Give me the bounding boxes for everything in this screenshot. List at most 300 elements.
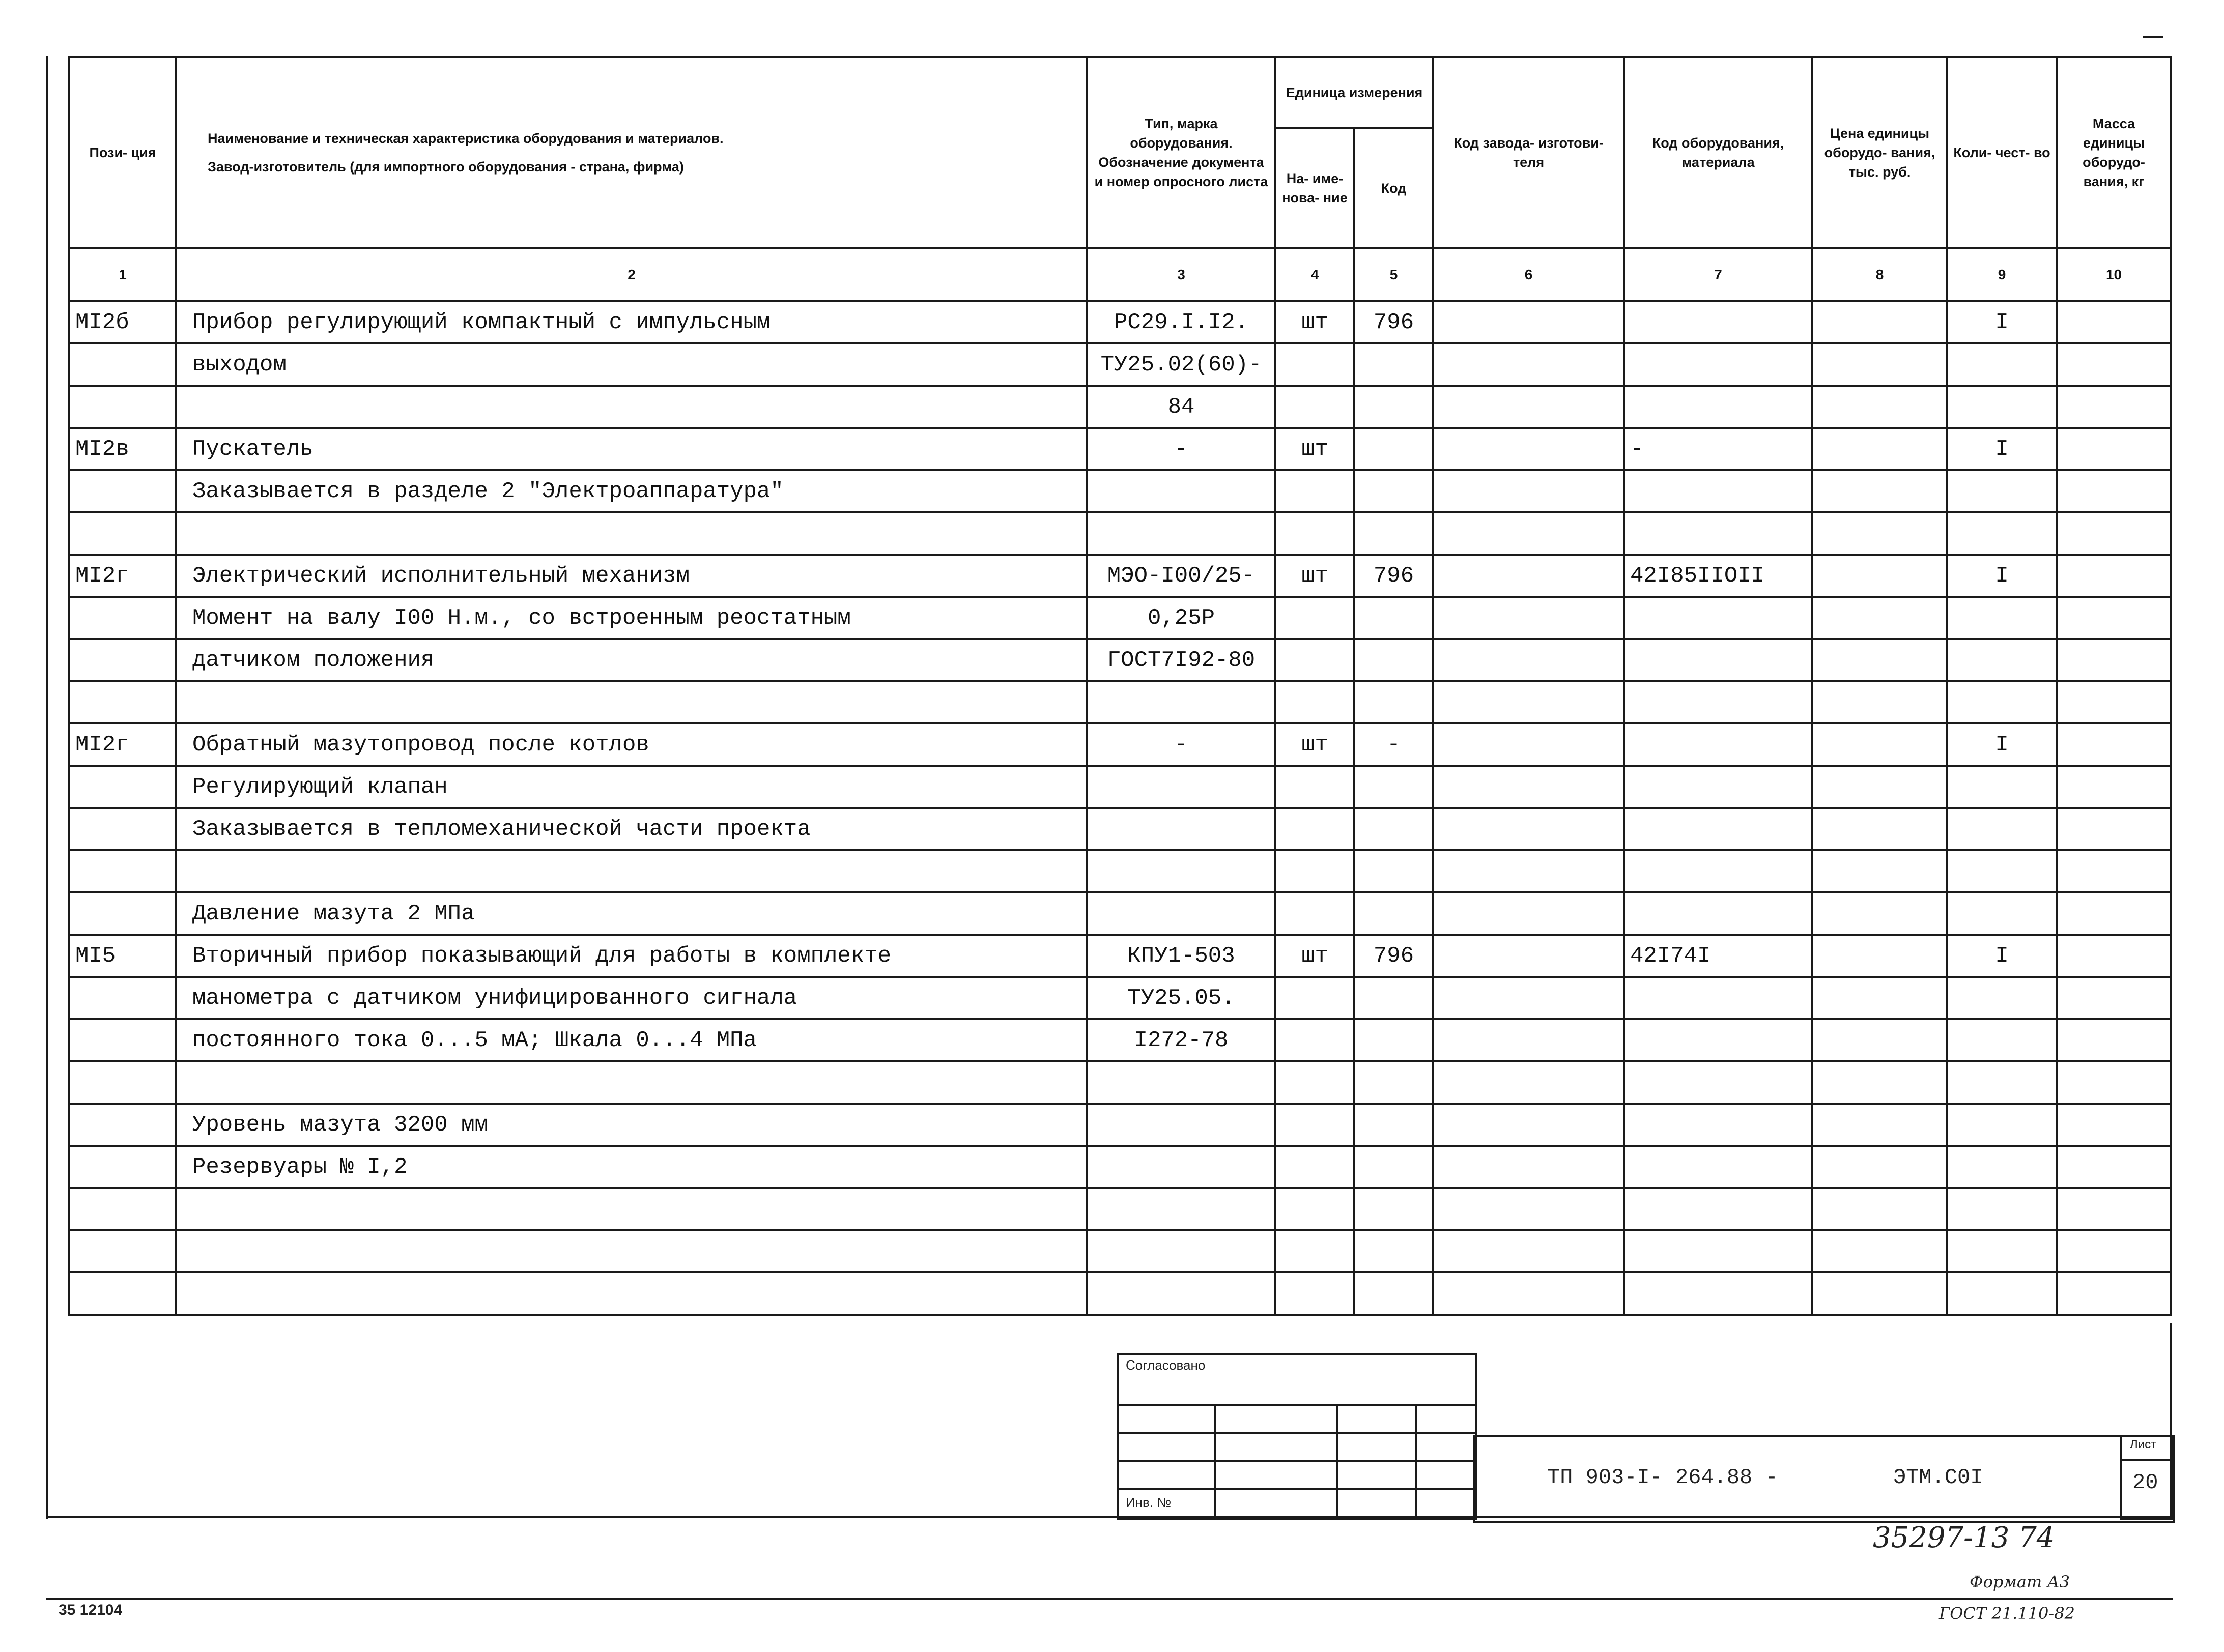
name-cell: Электрический исполнительный механизм [176,555,1087,597]
column-number: 1 [69,248,176,301]
corner-mark [2143,36,2163,38]
item-code-cell [1624,1019,1812,1061]
factory-code-cell [1433,681,1624,723]
unit-code-cell [1354,470,1433,512]
name-cell: Момент на валу I00 Н.м., со встроенным реостатным [176,597,1087,639]
position-cell: МI2в [69,428,176,470]
position-cell [69,1230,176,1272]
name-cell: датчиком положения [176,639,1087,681]
unit-code-cell [1354,343,1433,386]
name-cell [176,850,1087,892]
document-code: ТП 903-I- 264.88 - [1547,1465,1778,1490]
unit-code-cell [1354,1019,1433,1061]
quantity-cell [1947,512,2057,555]
position-cell [69,512,176,555]
type-cell: - [1087,723,1275,766]
album-number: 35297-13 74 [1873,1521,2055,1554]
price-cell [1812,428,1947,470]
factory-code-cell [1433,343,1624,386]
unit-code-cell: - [1354,723,1433,766]
type-cell [1087,766,1275,808]
table-row [69,892,2171,935]
name-cell [176,681,1087,723]
unit-code-cell [1354,1188,1433,1230]
type-cell [1087,892,1275,935]
type-cell: 84 [1087,386,1275,428]
stamp-line [1415,1404,1417,1516]
item-code-cell [1624,639,1812,681]
unit-code-cell [1354,386,1433,428]
quantity-cell: I [1947,555,2057,597]
unit-cell [1275,470,1354,512]
unit-cell [1275,1272,1354,1315]
stamp-inv-label: Инв. № [1126,1495,1172,1510]
item-code-cell [1624,766,1812,808]
item-code-cell [1624,386,1812,428]
name-cell: Давление мазута 2 МПа [176,892,1087,935]
name-cell [176,1061,1087,1104]
unit-code-cell [1354,639,1433,681]
factory-code-cell [1433,555,1624,597]
header-name-line2: Завод-изготовитель (для импортного оборудования - страна, фирма) [208,159,684,175]
item-code-cell [1624,1272,1812,1315]
unit-code-cell [1354,681,1433,723]
unit-cell [1275,343,1354,386]
header-position: Пози- ция [69,57,176,248]
header-unit-name: На- име- нова- ние [1275,128,1354,248]
unit-code-cell [1354,1230,1433,1272]
type-cell [1087,850,1275,892]
unit-code-cell [1354,597,1433,639]
mass-cell [2057,512,2171,555]
item-code-cell: 42I74I [1624,935,1812,977]
position-cell [69,1146,176,1188]
stamp-line [1117,1488,1475,1490]
quantity-cell [1947,343,2057,386]
name-cell: Регулирующий клапан [176,766,1087,808]
table-row [69,1019,2171,1061]
unit-cell [1275,1188,1354,1230]
quantity-cell [1947,470,2057,512]
name-cell [176,1188,1087,1230]
name-cell [176,1230,1087,1272]
table-row [69,597,2171,639]
price-cell [1812,639,1947,681]
price-cell [1812,1061,1947,1104]
stamp-approved-label: Согласовано [1126,1357,1206,1373]
item-code-cell [1624,470,1812,512]
unit-cell [1275,808,1354,850]
mass-cell [2057,639,2171,681]
footer-left-code: 35 12104 [59,1602,123,1618]
unit-cell: шт [1275,935,1354,977]
factory-code-cell [1433,723,1624,766]
quantity-cell [1947,1104,2057,1146]
unit-cell [1275,1061,1354,1104]
price-cell [1812,1188,1947,1230]
table-row [69,681,2171,723]
item-code-cell [1624,301,1812,343]
quantity-cell: I [1947,301,2057,343]
mass-cell [2057,723,2171,766]
header-name [176,57,1087,248]
position-cell [69,1019,176,1061]
table-row [69,386,2171,428]
quantity-cell [1947,639,2057,681]
header-item-code: Код оборудования, материала [1624,57,1812,248]
factory-code-cell [1433,977,1624,1019]
position-cell [69,639,176,681]
stamp-line [1117,1432,1475,1434]
mass-cell [2057,850,2171,892]
position-cell [69,1188,176,1230]
mass-cell [2057,1104,2171,1146]
name-cell: Обратный мазутопровод после котлов [176,723,1087,766]
price-cell [1812,808,1947,850]
item-code-cell [1624,723,1812,766]
position-cell: МI2г [69,555,176,597]
table-row [69,343,2171,386]
price-cell [1812,935,1947,977]
unit-cell [1275,1019,1354,1061]
price-cell [1812,681,1947,723]
stamp-line [1117,1460,1475,1462]
header-type: Тип, марка оборудования. Обозначение документа и номер опросного листа [1087,57,1275,248]
header-factory-code: Код завода- изготови- теля [1433,57,1624,248]
name-cell [176,1272,1087,1315]
stamp-line [1336,1404,1338,1516]
quantity-cell [1947,1272,2057,1315]
position-cell [69,766,176,808]
name-cell: Прибор регулирующий компактный с импульсным [176,301,1087,343]
unit-cell [1275,892,1354,935]
mass-cell [2057,1272,2171,1315]
type-cell [1087,1104,1275,1146]
factory-code-cell [1433,428,1624,470]
stamp-line [1117,1404,1475,1406]
type-cell: I272-78 [1087,1019,1275,1061]
type-cell: КПУ1-503 [1087,935,1275,977]
mass-cell [2057,343,2171,386]
unit-cell [1275,512,1354,555]
unit-code-cell [1354,512,1433,555]
mass-cell [2057,681,2171,723]
position-cell [69,343,176,386]
factory-code-cell [1433,935,1624,977]
mass-cell [2057,1188,2171,1230]
factory-code-cell [1433,639,1624,681]
mass-cell [2057,977,2171,1019]
type-cell: ГОСТ7I92-80 [1087,639,1275,681]
price-cell [1812,1104,1947,1146]
header-unit-code: Код [1354,128,1433,248]
name-cell: Резервуары № I,2 [176,1146,1087,1188]
table-row [69,1104,2171,1146]
price-cell [1812,470,1947,512]
position-cell [69,892,176,935]
table-row [69,1061,2171,1104]
factory-code-cell [1433,1230,1624,1272]
unit-cell: шт [1275,301,1354,343]
header-mass: Масса единицы оборудо- вания, кг [2057,57,2171,248]
factory-code-cell [1433,597,1624,639]
item-code-cell [1624,343,1812,386]
factory-code-cell [1433,1146,1624,1188]
price-cell [1812,1230,1947,1272]
item-code-cell [1624,1188,1812,1230]
name-cell: Пускатель [176,428,1087,470]
table-row [69,470,2171,512]
type-cell: ТУ25.02(60)- [1087,343,1275,386]
column-number: 7 [1624,248,1812,301]
position-cell: МI2б [69,301,176,343]
mass-cell [2057,935,2171,977]
factory-code-cell [1433,1061,1624,1104]
price-cell [1812,850,1947,892]
type-cell [1087,1146,1275,1188]
item-code-cell [1624,512,1812,555]
type-cell: МЭО-I00/25- [1087,555,1275,597]
unit-code-cell [1354,808,1433,850]
table-row [69,1230,2171,1272]
item-code-cell [1624,1230,1812,1272]
unit-cell [1275,386,1354,428]
unit-cell [1275,1104,1354,1146]
factory-code-cell [1433,1272,1624,1315]
name-cell: Заказывается в разделе 2 "Электроаппаратура" [176,470,1087,512]
mass-cell [2057,808,2171,850]
table-row [69,639,2171,681]
price-cell [1812,597,1947,639]
mass-cell [2057,1061,2171,1104]
unit-cell: шт [1275,428,1354,470]
column-number-row [69,248,2171,301]
name-cell: Вторичный прибор показывающий для работы в комплекте [176,935,1087,977]
table-row [69,555,2171,597]
quantity-cell [1947,850,2057,892]
unit-code-cell [1354,428,1433,470]
type-cell [1087,512,1275,555]
position-cell [69,977,176,1019]
mass-cell [2057,386,2171,428]
position-cell [69,1061,176,1104]
unit-cell [1275,977,1354,1019]
factory-code-cell [1433,1188,1624,1230]
unit-cell [1275,597,1354,639]
price-cell [1812,977,1947,1019]
item-code-cell [1624,681,1812,723]
gost-label: ГОСТ 21.110-82 [1939,1604,2075,1623]
header-name-line1: Наименование и техническая характеристика оборудования и материалов. [208,130,724,146]
unit-code-cell: 796 [1354,935,1433,977]
type-cell [1087,1230,1275,1272]
column-number: 4 [1275,248,1354,301]
unit-code-cell [1354,892,1433,935]
mass-cell [2057,428,2171,470]
specification-table [68,56,2172,1316]
unit-code-cell [1354,977,1433,1019]
name-cell: постоянного тока 0...5 мА; Шкала 0...4 МПа [176,1019,1087,1061]
quantity-cell [1947,808,2057,850]
price-cell [1812,892,1947,935]
table-row [69,428,2171,470]
quantity-cell [1947,892,2057,935]
position-cell [69,850,176,892]
position-cell: МI2г [69,723,176,766]
position-cell [69,597,176,639]
table-row [69,1146,2171,1188]
mass-cell [2057,555,2171,597]
mass-cell [2057,1146,2171,1188]
type-cell: 0,25Р [1087,597,1275,639]
mass-cell [2057,1019,2171,1061]
mass-cell [2057,470,2171,512]
unit-cell [1275,1230,1354,1272]
price-cell [1812,301,1947,343]
unit-cell [1275,850,1354,892]
item-code-cell [1624,1061,1812,1104]
table-body [69,301,2171,1315]
stamp-line [1214,1404,1216,1516]
unit-code-cell: 796 [1354,301,1433,343]
position-cell [69,470,176,512]
factory-code-cell [1433,808,1624,850]
table-row [69,301,2171,343]
table-row [69,977,2171,1019]
name-cell: выходом [176,343,1087,386]
unit-cell [1275,766,1354,808]
sheet-number: 20 [2132,1470,2158,1495]
price-cell [1812,512,1947,555]
position-cell: МI5 [69,935,176,977]
type-cell [1087,1061,1275,1104]
price-cell [1812,343,1947,386]
column-number: 10 [2057,248,2171,301]
quantity-cell: I [1947,723,2057,766]
unit-code-cell: 796 [1354,555,1433,597]
quantity-cell [1947,977,2057,1019]
name-cell [176,386,1087,428]
item-code-cell [1624,892,1812,935]
quantity-cell [1947,1146,2057,1188]
type-cell [1087,470,1275,512]
table-row [69,1272,2171,1315]
mass-cell [2057,1230,2171,1272]
name-cell: манометра с датчиком унифицированного сигнала [176,977,1087,1019]
unit-cell [1275,1146,1354,1188]
header-price: Цена единицы оборудо- вания, тыс. руб. [1812,57,1947,248]
table-row [69,723,2171,766]
type-cell: ТУ25.05. [1087,977,1275,1019]
mass-cell [2057,766,2171,808]
frame-left-line [46,56,48,1519]
factory-code-cell [1433,766,1624,808]
stamp-line [2120,1459,2171,1461]
factory-code-cell [1433,301,1624,343]
quantity-cell [1947,1019,2057,1061]
quantity-cell: I [1947,428,2057,470]
column-number: 9 [1947,248,2057,301]
quantity-cell: I [1947,935,2057,977]
quantity-cell [1947,681,2057,723]
format-label: Формат А3 [1970,1572,2070,1591]
item-code-cell [1624,808,1812,850]
item-code-cell: - [1624,428,1812,470]
unit-cell: шт [1275,723,1354,766]
table-row [69,935,2171,977]
type-cell: - [1087,428,1275,470]
column-number: 2 [176,248,1087,301]
unit-cell: шт [1275,555,1354,597]
table-row [69,850,2171,892]
quantity-cell [1947,1230,2057,1272]
item-code-cell [1624,1146,1812,1188]
unit-code-cell [1354,1146,1433,1188]
factory-code-cell [1433,512,1624,555]
table-row [69,808,2171,850]
item-code-cell: 42I85IIOII [1624,555,1812,597]
unit-cell [1275,639,1354,681]
unit-code-cell [1354,1272,1433,1315]
table-row [69,512,2171,555]
sheet-label: Лист [2130,1438,2157,1452]
quantity-cell [1947,597,2057,639]
factory-code-cell [1433,386,1624,428]
column-number: 5 [1354,248,1433,301]
quantity-cell [1947,386,2057,428]
position-cell [69,1272,176,1315]
mass-cell [2057,892,2171,935]
price-cell [1812,1146,1947,1188]
price-cell [1812,386,1947,428]
position-cell [69,386,176,428]
price-cell [1812,766,1947,808]
type-cell [1087,808,1275,850]
unit-code-cell [1354,1104,1433,1146]
factory-code-cell [1433,470,1624,512]
position-cell [69,681,176,723]
header-quantity: Коли- чест- во [1947,57,2057,248]
header-unit: Единица измерения [1275,57,1433,128]
quantity-cell [1947,1061,2057,1104]
name-cell [176,512,1087,555]
type-cell [1087,1272,1275,1315]
section-code: ЭТМ.С0I [1893,1465,1983,1490]
unit-cell [1275,681,1354,723]
mass-cell [2057,597,2171,639]
quantity-cell [1947,766,2057,808]
item-code-cell [1624,850,1812,892]
item-code-cell [1624,597,1812,639]
unit-code-cell [1354,850,1433,892]
price-cell [1812,1019,1947,1061]
factory-code-cell [1433,1019,1624,1061]
footer-line [46,1598,2173,1600]
frame-bottom-line [46,1516,2173,1518]
price-cell [1812,1272,1947,1315]
type-cell [1087,1188,1275,1230]
position-cell [69,1104,176,1146]
table-row [69,766,2171,808]
type-cell: РС29.I.I2. [1087,301,1275,343]
price-cell [1812,555,1947,597]
unit-code-cell [1354,1061,1433,1104]
column-number: 3 [1087,248,1275,301]
column-number: 8 [1812,248,1947,301]
factory-code-cell [1433,1104,1624,1146]
mass-cell [2057,301,2171,343]
factory-code-cell [1433,850,1624,892]
